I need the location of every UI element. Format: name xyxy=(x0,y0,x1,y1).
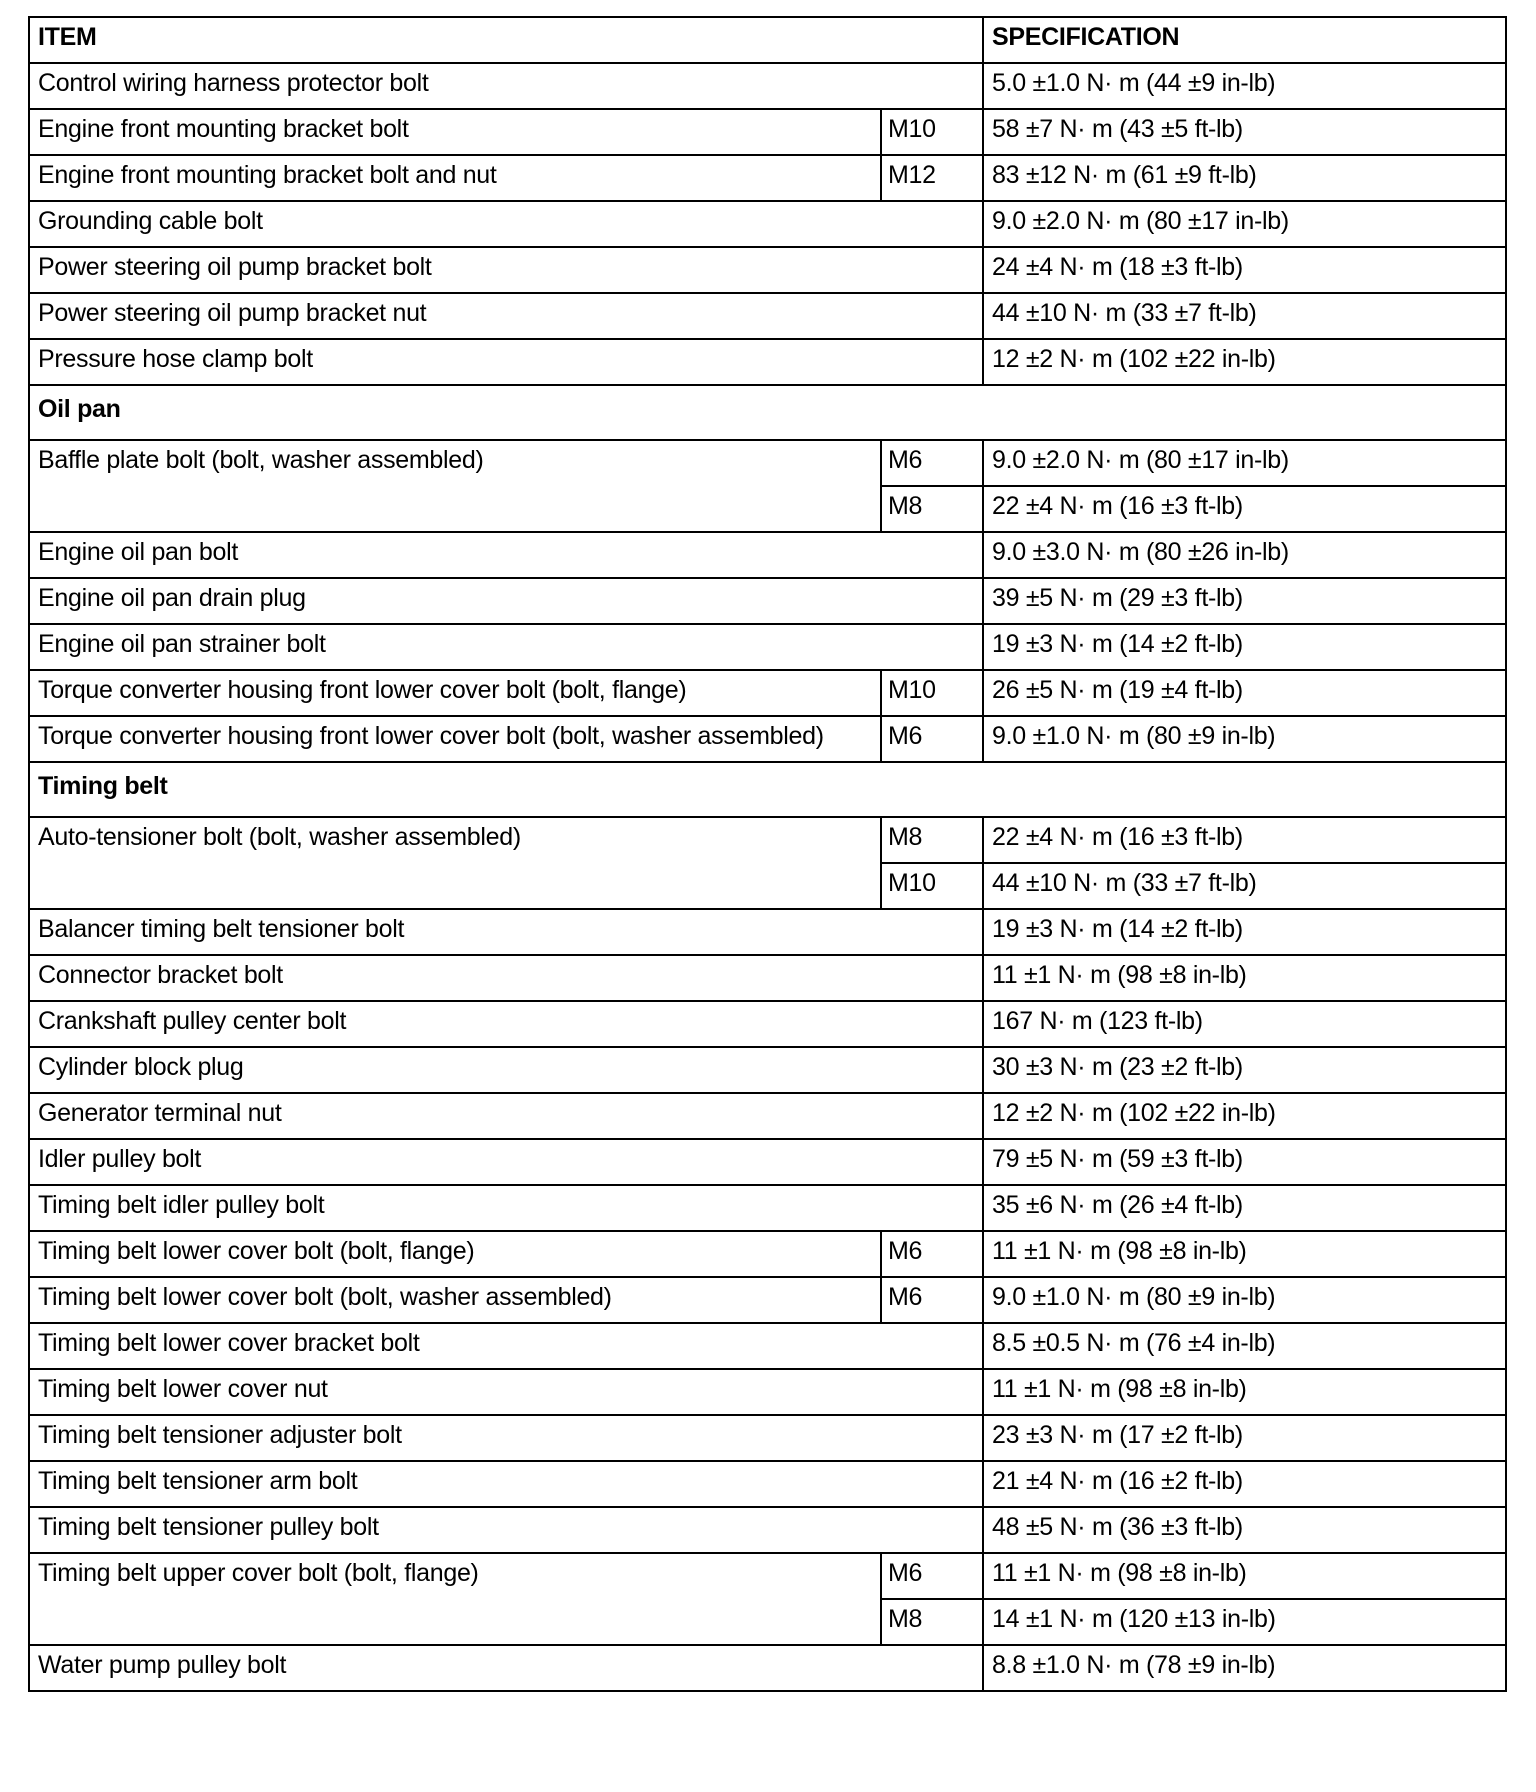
specification-value: 44 ±10 N· m (33 ±7 ft-lb) xyxy=(983,863,1506,909)
table-row xyxy=(29,578,1506,624)
specification-value: 22 ±4 N· m (16 ±3 ft-lb) xyxy=(983,486,1506,532)
specification-value: 9.0 ±2.0 N· m (80 ±17 in-lb) xyxy=(983,201,1506,247)
specification-value: 48 ±5 N· m (36 ±3 ft-lb) xyxy=(983,1507,1506,1553)
item-name: Engine oil pan strainer bolt xyxy=(29,624,983,670)
section-title: Timing belt xyxy=(29,762,1506,817)
table-row xyxy=(29,339,1506,385)
table-row xyxy=(29,716,1506,762)
bolt-size: M6 xyxy=(881,1553,983,1599)
table-row xyxy=(29,440,1506,486)
bolt-size: M8 xyxy=(881,486,983,532)
bolt-size: M8 xyxy=(881,817,983,863)
bolt-size: M6 xyxy=(881,716,983,762)
specification-value: 44 ±10 N· m (33 ±7 ft-lb) xyxy=(983,293,1506,339)
table-row xyxy=(29,1001,1506,1047)
item-name: Power steering oil pump bracket bolt xyxy=(29,247,983,293)
table-row xyxy=(29,532,1506,578)
item-name: Balancer timing belt tensioner bolt xyxy=(29,909,983,955)
item-name: Water pump pulley bolt xyxy=(29,1645,983,1691)
table-row xyxy=(29,1093,1506,1139)
item-name: Engine front mounting bracket bolt xyxy=(29,109,881,155)
table-row xyxy=(29,201,1506,247)
column-header-specification: SPECIFICATION xyxy=(983,17,1506,63)
specification-value: 8.8 ±1.0 N· m (78 ±9 in-lb) xyxy=(983,1645,1506,1691)
table-row xyxy=(29,293,1506,339)
specification-value: 24 ±4 N· m (18 ±3 ft-lb) xyxy=(983,247,1506,293)
specification-value: 9.0 ±1.0 N· m (80 ±9 in-lb) xyxy=(983,716,1506,762)
item-name: Torque converter housing front lower cover bolt (bolt, washer assembled) xyxy=(29,716,881,762)
table-row xyxy=(29,624,1506,670)
column-header-item: ITEM xyxy=(29,17,983,63)
table-row xyxy=(29,955,1506,1001)
table-row xyxy=(29,909,1506,955)
specification-value: 11 ±1 N· m (98 ±8 in-lb) xyxy=(983,1231,1506,1277)
bolt-size: M8 xyxy=(881,1599,983,1645)
item-name: Torque converter housing front lower cover bolt (bolt, flange) xyxy=(29,670,881,716)
specification-value: 11 ±1 N· m (98 ±8 in-lb) xyxy=(983,1369,1506,1415)
specification-value: 12 ±2 N· m (102 ±22 in-lb) xyxy=(983,339,1506,385)
specification-value: 58 ±7 N· m (43 ±5 ft-lb) xyxy=(983,109,1506,155)
specification-value: 21 ±4 N· m (16 ±2 ft-lb) xyxy=(983,1461,1506,1507)
specification-value: 8.5 ±0.5 N· m (76 ±4 in-lb) xyxy=(983,1323,1506,1369)
table-row xyxy=(29,109,1506,155)
item-name: Timing belt tensioner pulley bolt xyxy=(29,1507,983,1553)
table-row xyxy=(29,1461,1506,1507)
bolt-size: M10 xyxy=(881,109,983,155)
item-name: Grounding cable bolt xyxy=(29,201,983,247)
bolt-size: M10 xyxy=(881,670,983,716)
bolt-size: M12 xyxy=(881,155,983,201)
item-name: Idler pulley bolt xyxy=(29,1139,983,1185)
specification-value: 30 ±3 N· m (23 ±2 ft-lb) xyxy=(983,1047,1506,1093)
torque-spec-table xyxy=(28,16,1507,1692)
specification-value: 12 ±2 N· m (102 ±22 in-lb) xyxy=(983,1093,1506,1139)
specification-value: 79 ±5 N· m (59 ±3 ft-lb) xyxy=(983,1139,1506,1185)
table-row xyxy=(29,155,1506,201)
specification-value: 35 ±6 N· m (26 ±4 ft-lb) xyxy=(983,1185,1506,1231)
item-name: Engine oil pan drain plug xyxy=(29,578,983,624)
table-row xyxy=(29,1553,1506,1599)
specification-value: 5.0 ±1.0 N· m (44 ±9 in-lb) xyxy=(983,63,1506,109)
item-name: Timing belt tensioner arm bolt xyxy=(29,1461,983,1507)
item-name: Cylinder block plug xyxy=(29,1047,983,1093)
specification-value: 26 ±5 N· m (19 ±4 ft-lb) xyxy=(983,670,1506,716)
specification-value: 11 ±1 N· m (98 ±8 in-lb) xyxy=(983,955,1506,1001)
table-row xyxy=(29,1645,1506,1691)
item-name: Connector bracket bolt xyxy=(29,955,983,1001)
item-name: Timing belt lower cover nut xyxy=(29,1369,983,1415)
specification-value: 167 N· m (123 ft-lb) xyxy=(983,1001,1506,1047)
item-name: Auto-tensioner bolt (bolt, washer assembled) xyxy=(29,817,881,909)
specification-value: 11 ±1 N· m (98 ±8 in-lb) xyxy=(983,1553,1506,1599)
specification-value: 19 ±3 N· m (14 ±2 ft-lb) xyxy=(983,909,1506,955)
table-row xyxy=(29,670,1506,716)
table-row xyxy=(29,1277,1506,1323)
table-row xyxy=(29,1323,1506,1369)
table-body xyxy=(29,17,1506,1691)
item-name: Timing belt lower cover bolt (bolt, washer assembled) xyxy=(29,1277,881,1323)
bolt-size: M6 xyxy=(881,1231,983,1277)
specification-value: 23 ±3 N· m (17 ±2 ft-lb) xyxy=(983,1415,1506,1461)
item-name: Timing belt idler pulley bolt xyxy=(29,1185,983,1231)
table-row xyxy=(29,63,1506,109)
item-name: Baffle plate bolt (bolt, washer assembled) xyxy=(29,440,881,532)
item-name: Timing belt lower cover bolt (bolt, flange) xyxy=(29,1231,881,1277)
item-name: Control wiring harness protector bolt xyxy=(29,63,983,109)
specification-value: 9.0 ±1.0 N· m (80 ±9 in-lb) xyxy=(983,1277,1506,1323)
specification-value: 9.0 ±2.0 N· m (80 ±17 in-lb) xyxy=(983,440,1506,486)
table-row xyxy=(29,1231,1506,1277)
specification-value: 39 ±5 N· m (29 ±3 ft-lb) xyxy=(983,578,1506,624)
item-name: Timing belt upper cover bolt (bolt, flange) xyxy=(29,1553,881,1645)
item-name: Crankshaft pulley center bolt xyxy=(29,1001,983,1047)
section-header-row xyxy=(29,762,1506,817)
table-row xyxy=(29,1369,1506,1415)
item-name: Power steering oil pump bracket nut xyxy=(29,293,983,339)
table-row xyxy=(29,1047,1506,1093)
item-name: Pressure hose clamp bolt xyxy=(29,339,983,385)
specification-value: 19 ±3 N· m (14 ±2 ft-lb) xyxy=(983,624,1506,670)
bolt-size: M10 xyxy=(881,863,983,909)
bolt-size: M6 xyxy=(881,440,983,486)
table-row xyxy=(29,247,1506,293)
table-row xyxy=(29,1185,1506,1231)
item-name: Engine oil pan bolt xyxy=(29,532,983,578)
section-header-row xyxy=(29,385,1506,440)
item-name: Timing belt tensioner adjuster bolt xyxy=(29,1415,983,1461)
specification-value: 22 ±4 N· m (16 ±3 ft-lb) xyxy=(983,817,1506,863)
specification-value: 9.0 ±3.0 N· m (80 ±26 in-lb) xyxy=(983,532,1506,578)
table-row xyxy=(29,1415,1506,1461)
specification-value: 83 ±12 N· m (61 ±9 ft-lb) xyxy=(983,155,1506,201)
table-row xyxy=(29,1139,1506,1185)
section-title: Oil pan xyxy=(29,385,1506,440)
table-header-row xyxy=(29,17,1506,63)
bolt-size: M6 xyxy=(881,1277,983,1323)
item-name: Generator terminal nut xyxy=(29,1093,983,1139)
table-row xyxy=(29,817,1506,863)
table-row xyxy=(29,1507,1506,1553)
specification-value: 14 ±1 N· m (120 ±13 in-lb) xyxy=(983,1599,1506,1645)
item-name: Timing belt lower cover bracket bolt xyxy=(29,1323,983,1369)
item-name: Engine front mounting bracket bolt and nut xyxy=(29,155,881,201)
